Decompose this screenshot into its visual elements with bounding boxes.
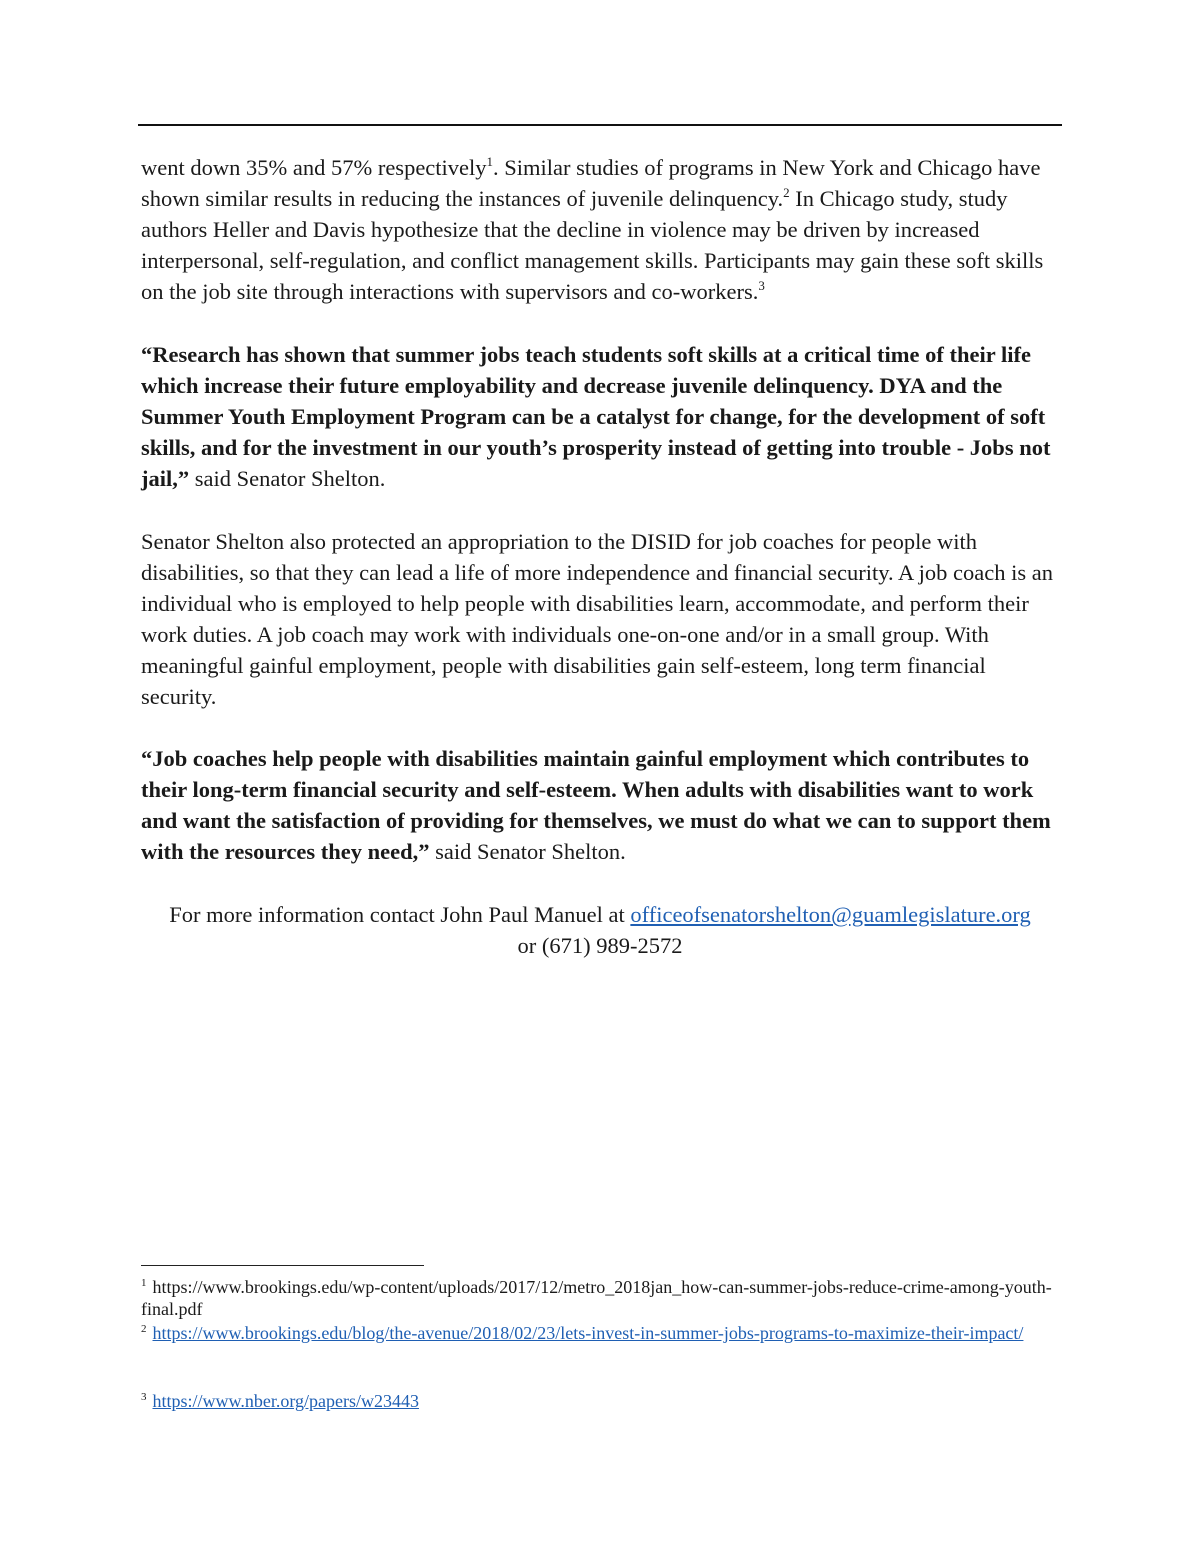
paragraph-text: In Chicago study, study authors Heller and Davis hypothesize that the decline in violence may be driven by increased interpersonal, self-regulation, and conflict management skills. Participants may gain these soft skills on the job site through interactions with supervisors and co-workers.	[141, 186, 1044, 304]
quote-attribution: said Senator Shelton.	[429, 839, 626, 864]
footnote-2	[141, 1322, 1066, 1344]
footnote-number: 3	[141, 1391, 147, 1403]
footnote-1	[141, 1276, 1066, 1320]
header-rule	[138, 124, 1062, 126]
body-paragraph-summer-jobs-results	[141, 152, 1066, 307]
footnote-ref-1[interactable]: 1	[486, 154, 494, 169]
quote-text: “Research has shown that summer jobs teach students soft skills at a critical time of their life which increase their future employability and decrease juvenile delinquency. DYA and the Summer Youth Employment Program can be a catalyst for change, for the development of soft skills, and for the investment in our youth’s prosperity instead of getting into trouble - Jobs not jail,”	[141, 342, 1051, 491]
quote-text: “Job coaches help people with disabilities maintain gainful employment which contributes to their long-term financial security and self-esteem. When adults with disabilities want to work and want the satisfaction of providing for themselves, we must do what we can to support them with the resources they need,”	[141, 746, 1051, 864]
contact-phone: or (671) 989-2572	[517, 933, 683, 958]
paragraph-text: . Similar studies of programs in New York and Chicago have shown similar results in reducing the instances of juvenile delinquency.	[141, 155, 1041, 211]
footnote-3	[141, 1390, 1066, 1412]
contact-email-link[interactable]: officeofsenatorshelton@guamlegislature.org	[630, 902, 1031, 927]
footnote-url-text: https://www.brookings.edu/wp-content/uploads/2017/12/metro_2018jan_how-can-summer-jobs-reduce-crime-among-youth-final.pdf	[141, 1277, 1052, 1319]
quote-research-soft-skills	[141, 339, 1066, 494]
body-paragraph-job-coaches: Senator Shelton also protected an appropriation to the DISID for job coaches for people with disabilities, so that they can lead a life of more independence and financial security. A job coach is an individual who is employed to help people with disabilities learn, accommodate, and perform their work duties. A job coach may work with individuals one-on-one and/or in a small group. With meaningful gainful employment, people with disabilities gain self-esteem, long term financial security.	[141, 529, 1053, 709]
footnote-ref-3[interactable]: 3	[758, 278, 765, 293]
footnote-separator	[141, 1265, 424, 1266]
paragraph-text: went down 35% and 57% respectively	[141, 155, 487, 180]
footnote-number: 1	[141, 1277, 147, 1289]
footnote-ref-2[interactable]: 2	[783, 185, 790, 200]
contact-prefix: For more information contact John Paul Manuel at	[169, 902, 631, 927]
quote-job-coaches	[141, 743, 1066, 867]
contact-line	[0, 899, 1200, 930]
quote-attribution: said Senator Shelton.	[189, 466, 386, 491]
footnote-url-link[interactable]: https://www.nber.org/papers/w23443	[152, 1391, 419, 1411]
footnote-number: 2	[141, 1323, 147, 1335]
footnote-url-link[interactable]: https://www.brookings.edu/blog/the-avenue/2018/02/23/lets-invest-in-summer-jobs-programs-to-maximize-their-impact/	[152, 1323, 1024, 1343]
